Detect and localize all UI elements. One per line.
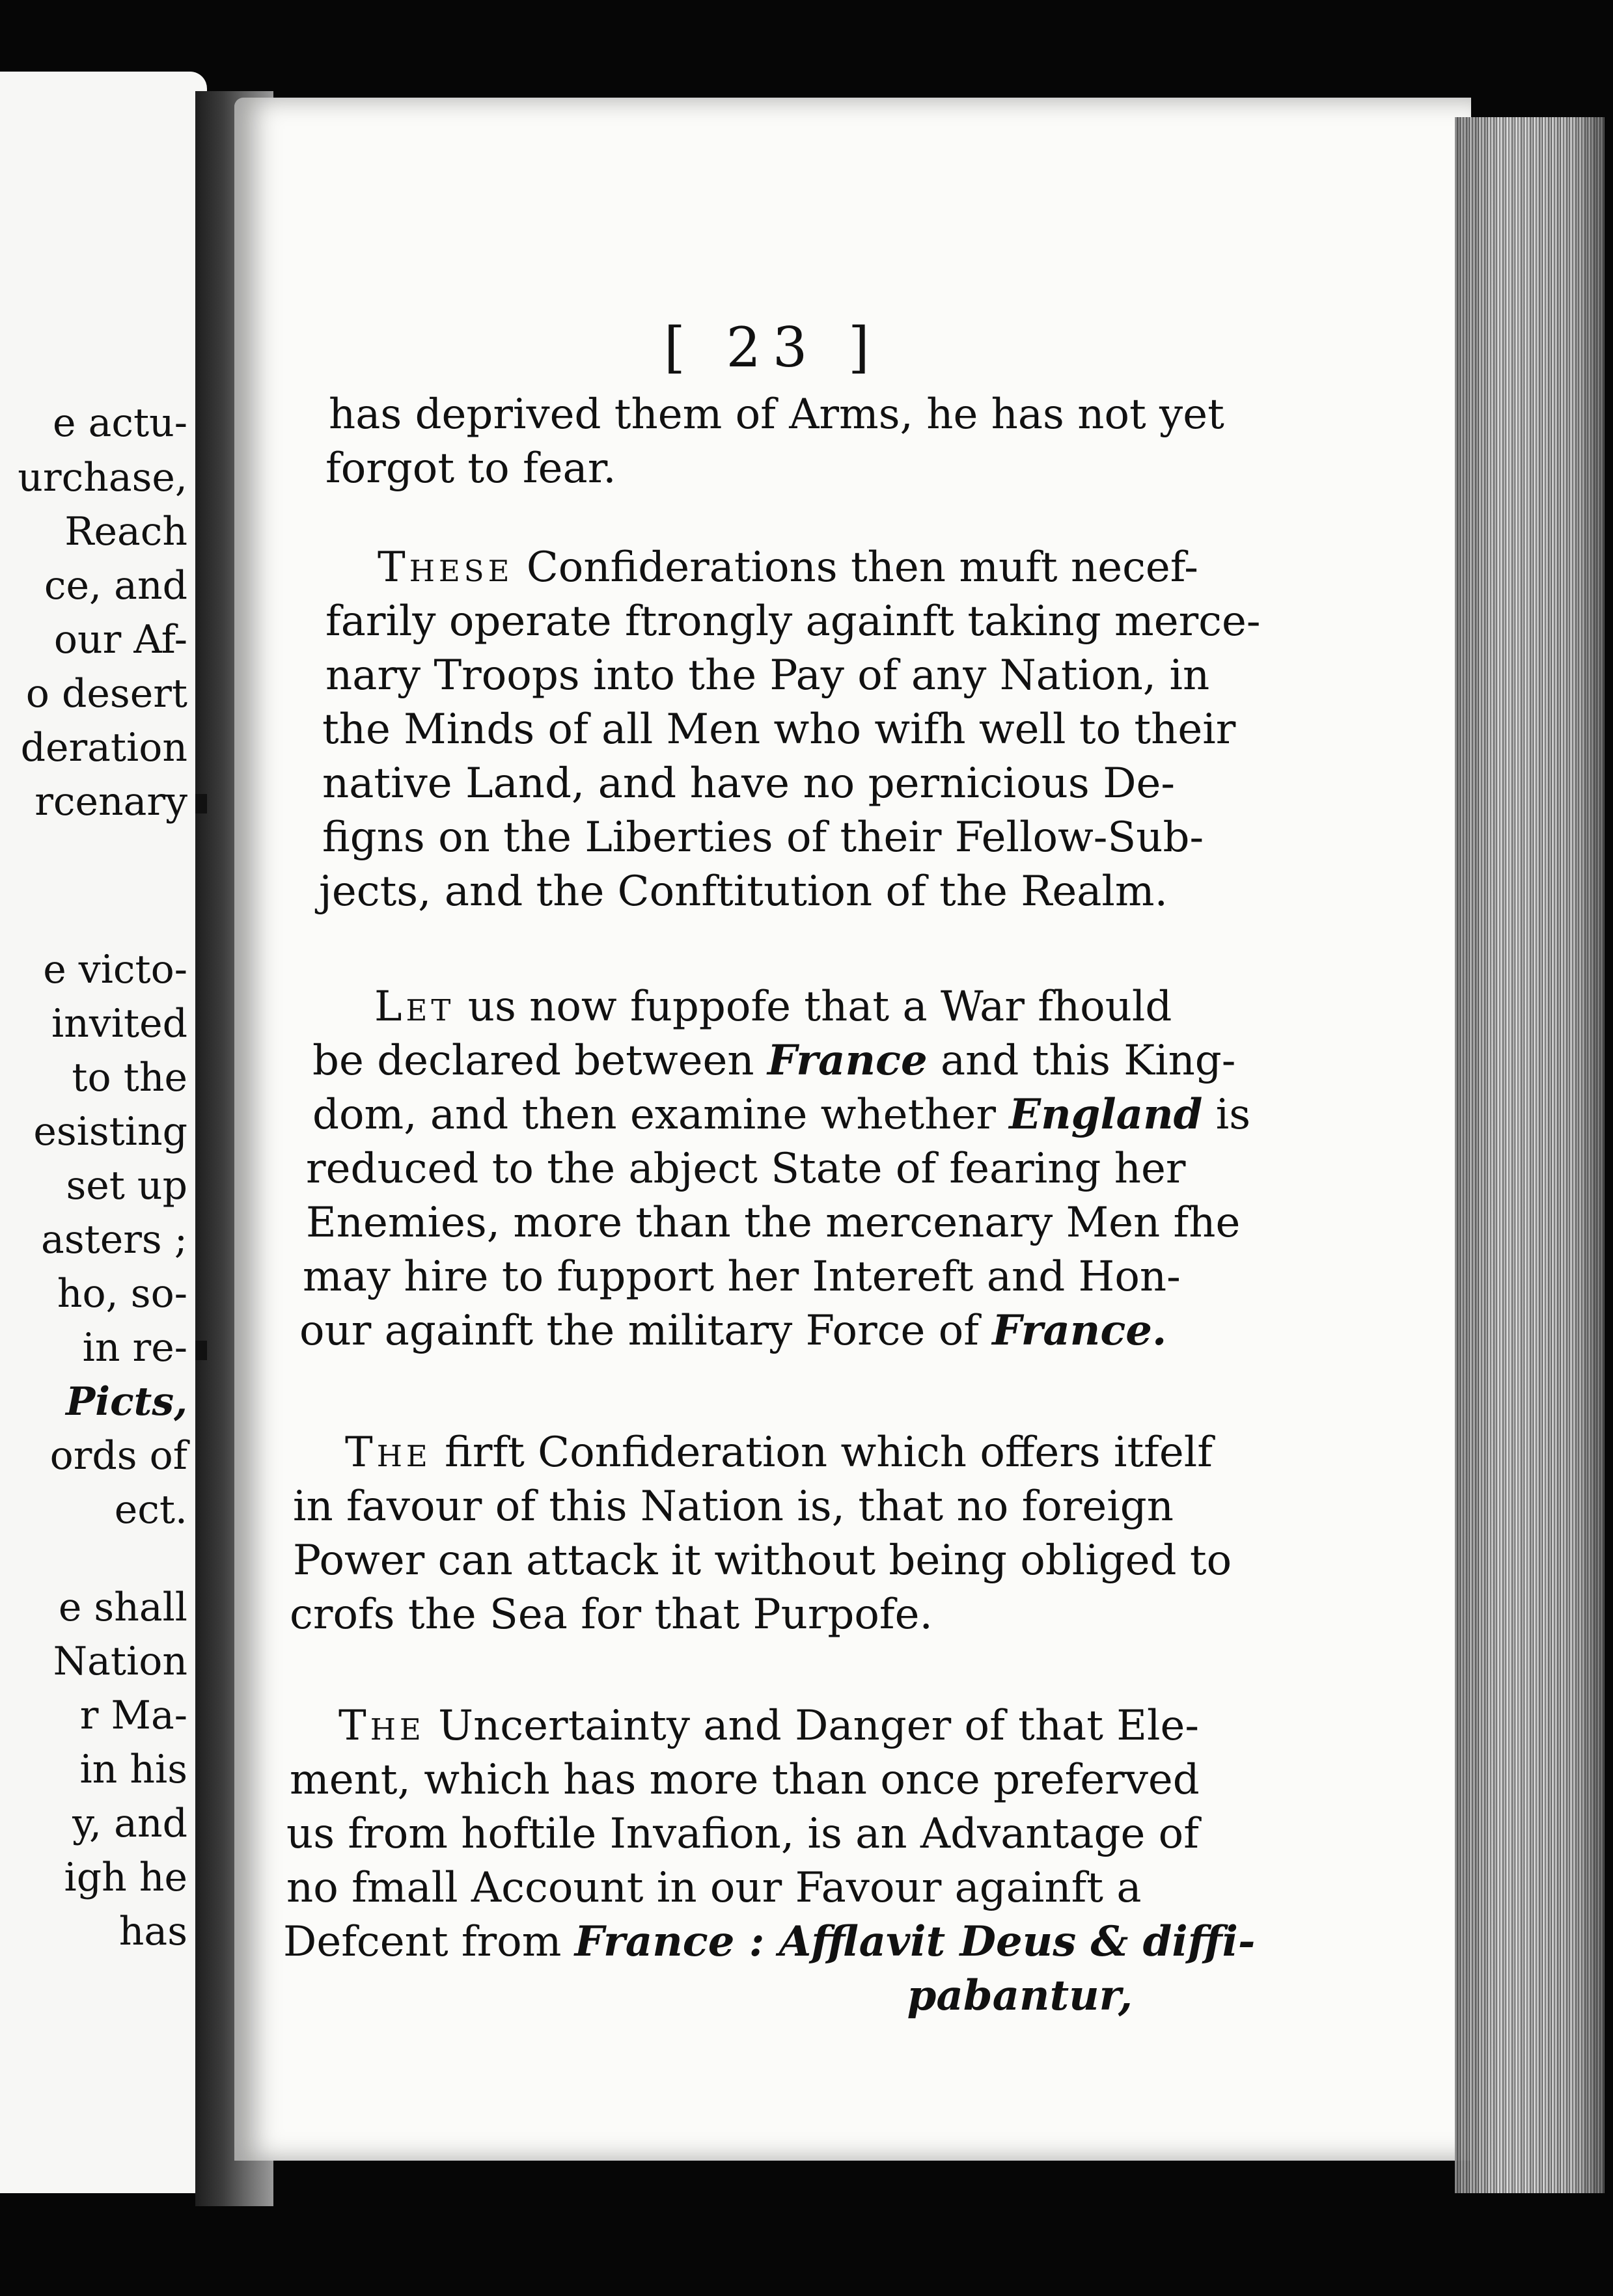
- left-fragment: set up: [66, 1163, 187, 1209]
- text-line: [312, 1090, 1251, 1139]
- italic-phrase: pabantur,: [907, 1971, 1133, 2020]
- left-fragment: Picts,: [66, 1379, 187, 1425]
- text-line: in favour of this Nation is, that no foreign: [293, 1483, 1174, 1531]
- text-line: Enemies, more than the mercenary Men fhe: [306, 1199, 1241, 1247]
- text-run: dom, and then examine whether: [312, 1091, 996, 1139]
- left-fragment: asters ;: [41, 1217, 187, 1263]
- text-line: [781, 1971, 1133, 2020]
- text-line: the Minds of all Men who wifh well to their: [322, 705, 1236, 754]
- text-run: Uncertainty and Danger of that Ele-: [438, 1702, 1199, 1750]
- text-line: nary Troops into the Pay of any Nation, in: [325, 651, 1210, 700]
- gutter-mark: [195, 1341, 207, 1360]
- left-fragment: our Af-: [53, 617, 187, 663]
- text-line: has deprived them of Arms, he has not yet: [329, 390, 1224, 439]
- left-fragment: urchase,: [18, 455, 187, 500]
- text-line: us from hoftile Invafion, is an Advantage of: [286, 1810, 1199, 1858]
- text-run: us now fuppofe that a War fhould: [467, 983, 1172, 1031]
- text-line: [378, 543, 1198, 592]
- left-fragment: e actu-: [53, 400, 187, 446]
- text-line: may hire to fupport her Intereft and Hon-: [303, 1253, 1181, 1301]
- small-caps-word: The: [345, 1428, 432, 1477]
- left-fragment: rcenary: [34, 779, 187, 825]
- left-fragment: e shall: [58, 1585, 187, 1630]
- left-fragment: ords of: [49, 1433, 187, 1479]
- text-line: [345, 1428, 1213, 1477]
- text-line: forgot to fear.: [325, 444, 616, 493]
- text-line: figns on the Liberties of their Fellow-Sub-: [322, 813, 1204, 862]
- small-caps-word: Let: [374, 983, 455, 1031]
- small-caps-word: The: [338, 1702, 425, 1750]
- italic-word: England: [1009, 1090, 1203, 1139]
- text-line: reduced to the abject State of fearing her: [306, 1145, 1186, 1193]
- left-fragment: y, and: [72, 1801, 187, 1846]
- left-fragment: r Ma-: [79, 1693, 187, 1738]
- text-run: firft Confideration which offers itfelf: [445, 1428, 1213, 1477]
- text-run: is: [1215, 1091, 1251, 1139]
- left-fragment: igh he: [64, 1855, 187, 1900]
- text-line: ment, which has more than once preferved: [290, 1756, 1200, 1804]
- text-line: [283, 1917, 1256, 1966]
- left-fragment: in his: [79, 1747, 187, 1792]
- left-fragment: ce, and: [44, 563, 187, 608]
- left-fragment: invited: [51, 1001, 187, 1046]
- left-fragment: to the: [72, 1055, 187, 1100]
- text-line: crofs the Sea for that Purpofe.: [290, 1591, 933, 1639]
- text-line: no fmall Account in our Favour againft a: [286, 1864, 1142, 1912]
- text-line: jects, and the Conftitution of the Realm.: [319, 868, 1168, 916]
- left-fragment: in re-: [82, 1325, 187, 1371]
- text-line: farily operate ftrongly againft taking merce-: [325, 597, 1261, 646]
- text-run: and this King-: [941, 1037, 1236, 1085]
- italic-word: France: [767, 1036, 928, 1085]
- left-fragment: e victo-: [43, 947, 187, 992]
- text-line: [338, 1702, 1199, 1750]
- small-caps-word: These: [378, 543, 514, 592]
- text-line: Power can attack it without being obliged to: [293, 1537, 1232, 1585]
- left-fragment: ho, so-: [57, 1271, 187, 1317]
- text-run: our againft the military Force of: [299, 1307, 979, 1355]
- left-fragment: ect.: [114, 1487, 187, 1533]
- page-number: [ 23 ]: [664, 316, 881, 379]
- text-run: Defcent from: [283, 1918, 562, 1966]
- page-edges-shade: [1455, 117, 1605, 2193]
- left-fragment: Reach: [64, 509, 187, 554]
- left-fragment: has: [118, 1909, 187, 1954]
- text-run: Confiderations then muft necef-: [526, 543, 1198, 592]
- text-line: [312, 1036, 1236, 1085]
- gutter-mark: [195, 794, 207, 813]
- left-fragment: o desert: [25, 671, 187, 717]
- left-fragment: Nation: [53, 1639, 187, 1684]
- italic-word: France.: [992, 1306, 1167, 1355]
- text-line: native Land, and have no pernicious De-: [322, 759, 1175, 808]
- previous-page-fragment: [0, 72, 207, 2193]
- text-line: [374, 983, 1172, 1031]
- left-fragment: deration: [20, 725, 187, 771]
- left-fragment: esisting: [33, 1109, 187, 1155]
- italic-phrase: France : Afflavit Deus & diffi-: [574, 1917, 1256, 1966]
- text-line: [299, 1306, 1167, 1355]
- text-run: be declared between: [312, 1037, 754, 1085]
